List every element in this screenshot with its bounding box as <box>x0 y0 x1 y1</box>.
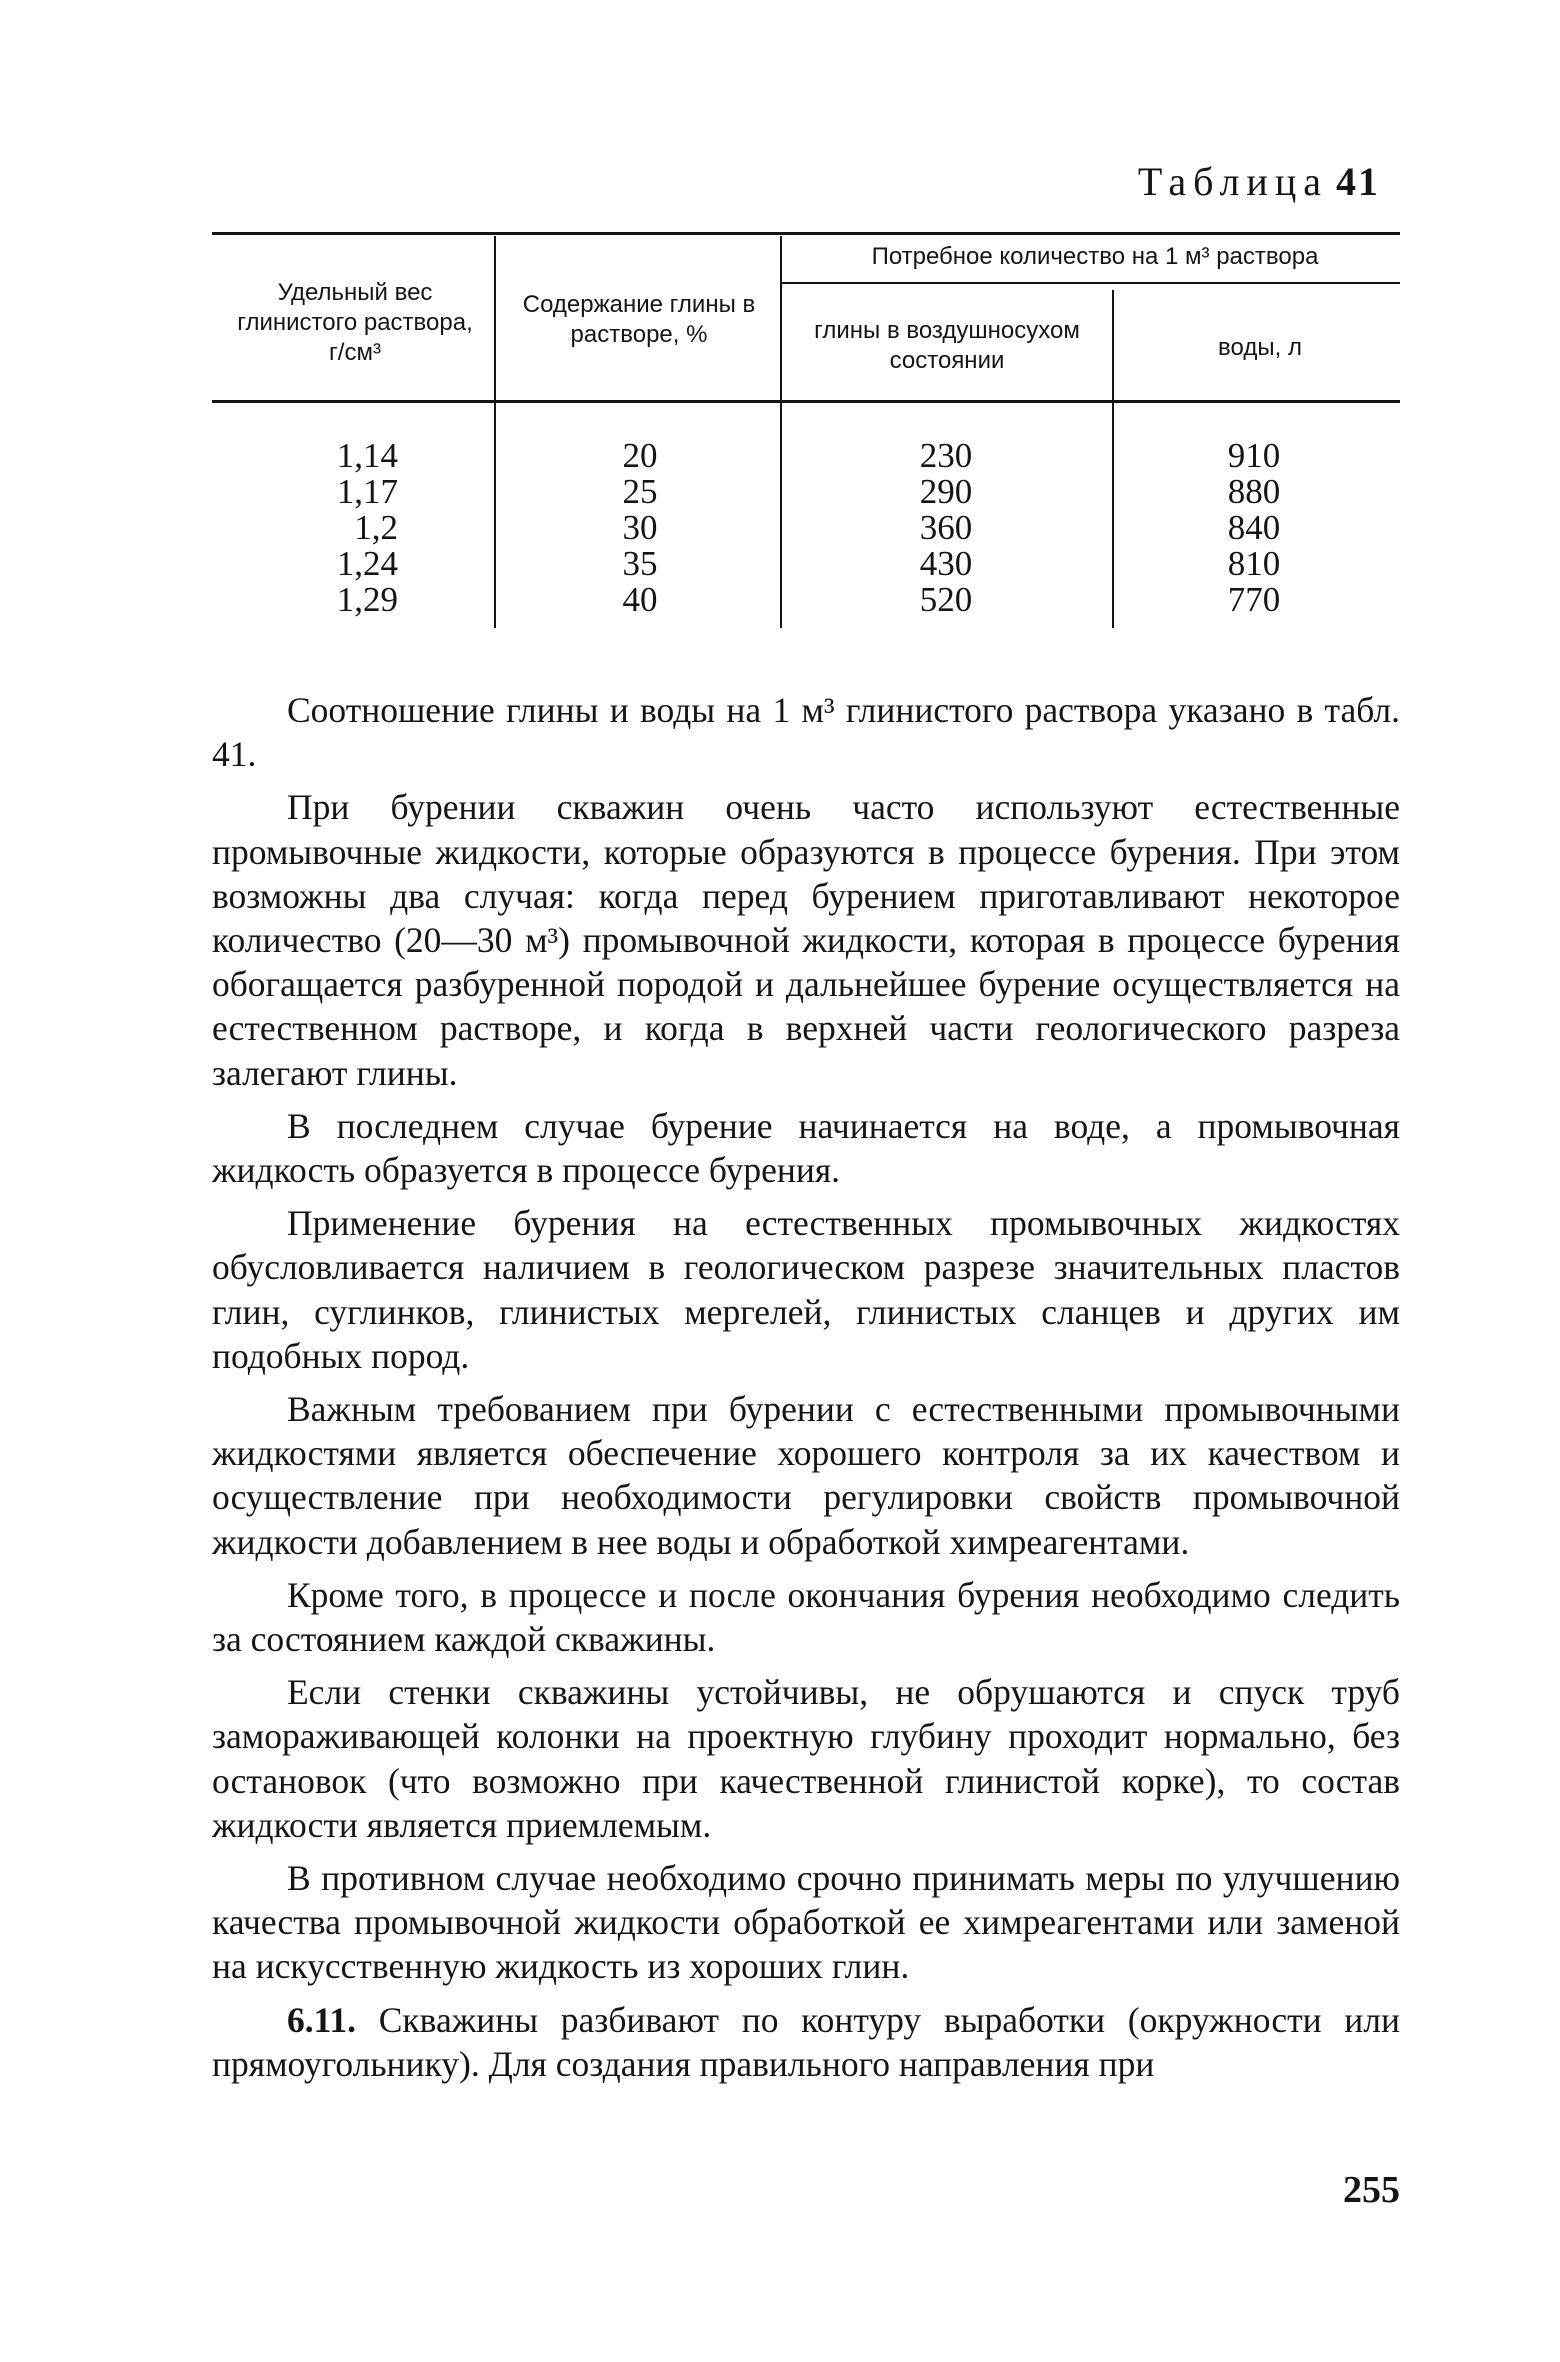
table-column-dry-clay <box>876 438 1016 618</box>
table-cell: 1,14 <box>336 436 398 475</box>
table-vrule-2 <box>780 236 782 628</box>
table-cell: 520 <box>919 580 973 619</box>
paragraph: В противном случае необходимо срочно принимать меры по улучшению качества промывочной жидкости обработкой ее химреагентами или заменой на искусственную жидкость из хороших глин. <box>212 1858 1400 1987</box>
table-group-rule <box>782 282 1400 284</box>
table-caption-number: 41 <box>1336 159 1380 204</box>
table-cell: 30 <box>622 508 658 547</box>
table-vrule-1 <box>494 236 496 628</box>
table-cell: 1,2 <box>354 508 398 547</box>
page-number: 255 <box>1343 2169 1400 2211</box>
paragraph: Важным требованием при бурении с естественными промывочными жидкостями является обеспечение хорошего контроля за их качеством и осуществление при необходимости регулировки свойств промывочной жидкости добавлением в нее воды и обработкой химреагентами. <box>212 1389 1400 1562</box>
body-text <box>212 688 1400 2086</box>
table-column-clay-content <box>570 438 710 618</box>
table-cell: 20 <box>622 436 658 475</box>
table-column-specific-gravity <box>258 438 398 618</box>
table-caption <box>1000 158 1380 205</box>
table-vrule-3 <box>1112 290 1114 628</box>
paragraph: Кроме того, в процессе и после окончания бурения необходимо следить за состоянием каждой скважины. <box>212 1574 1400 1660</box>
table-cell: 230 <box>919 436 973 475</box>
table-cell: 290 <box>919 472 973 511</box>
table-cell: 35 <box>622 544 658 583</box>
table-caption-word: Таблица <box>1137 159 1328 204</box>
table-cell: 840 <box>1227 508 1281 547</box>
table-cell: 25 <box>622 472 658 511</box>
table-header-required-amount: Потребное количество на 1 м³ раствора <box>871 243 1319 270</box>
paragraph: Соотношение глины и воды на 1 м³ глинистого раствора указано в табл. 41. <box>212 690 1400 775</box>
table-top-rule <box>212 232 1400 235</box>
table-header-specific-gravity: Удельный вес глинистого раствора, г/см³ <box>237 279 473 366</box>
table-header-dry-clay: глины в воздушносухом состоянии <box>814 317 1080 374</box>
table-cell: 360 <box>919 508 973 547</box>
paragraph: Если стенки скважины устойчивы, не обрушаются и спуск труб замораживающей колонки на проектную глубину проходит нормально, без остановок (что возможно при качественной глинистой корке), то состав жидкости является приемлемым. <box>212 1672 1400 1845</box>
table-cell: 1,29 <box>336 580 398 619</box>
table-header-clay-content: Содержание глины в растворе, % <box>522 291 756 348</box>
table-header-bottom-rule <box>212 400 1400 403</box>
table-cell: 1,24 <box>336 544 398 583</box>
paragraph: При бурении скважин очень часто используют естественные промывочные жидкости, которые образуются в процессе бурения. При этом возможны два случая: когда перед бурением приготавливают некоторое количество (20—30 м³) промывочной жидкости, которая в процессе бурения обогащается разбуренной породой и дальнейшее бурение осуществляется на естественном растворе, и когда в верхней части геологического разреза залегают глины. <box>212 787 1400 1093</box>
table-cell: 810 <box>1227 544 1281 583</box>
section-text: Скважины разбивают по контуру выработки (окружности или прямоугольнику). Для создания правильного направления при <box>212 1999 1401 2084</box>
table-cell: 770 <box>1227 580 1281 619</box>
table-cell: 880 <box>1227 472 1281 511</box>
table-cell: 430 <box>919 544 973 583</box>
table-header-water: воды, л <box>1218 334 1302 361</box>
table-cell: 40 <box>622 580 658 619</box>
table-cell: 910 <box>1227 436 1281 475</box>
table-column-water <box>1184 438 1324 618</box>
section-paragraph <box>212 1998 1400 2086</box>
paragraph: Применение бурения на естественных промывочных жидкостях обусловливается наличием в геологическом разрезе значительных пластов глин, суглинков, глинистых мергелей, глинистых сланцев и других им подобных пород. <box>212 1203 1400 1376</box>
paragraph: В последнем случае бурение начинается на воде, а промывочная жидкость образуется в процессе бурения. <box>212 1105 1400 1191</box>
table-cell: 1,17 <box>336 472 398 511</box>
section-number: 6.11. <box>287 1999 357 2040</box>
